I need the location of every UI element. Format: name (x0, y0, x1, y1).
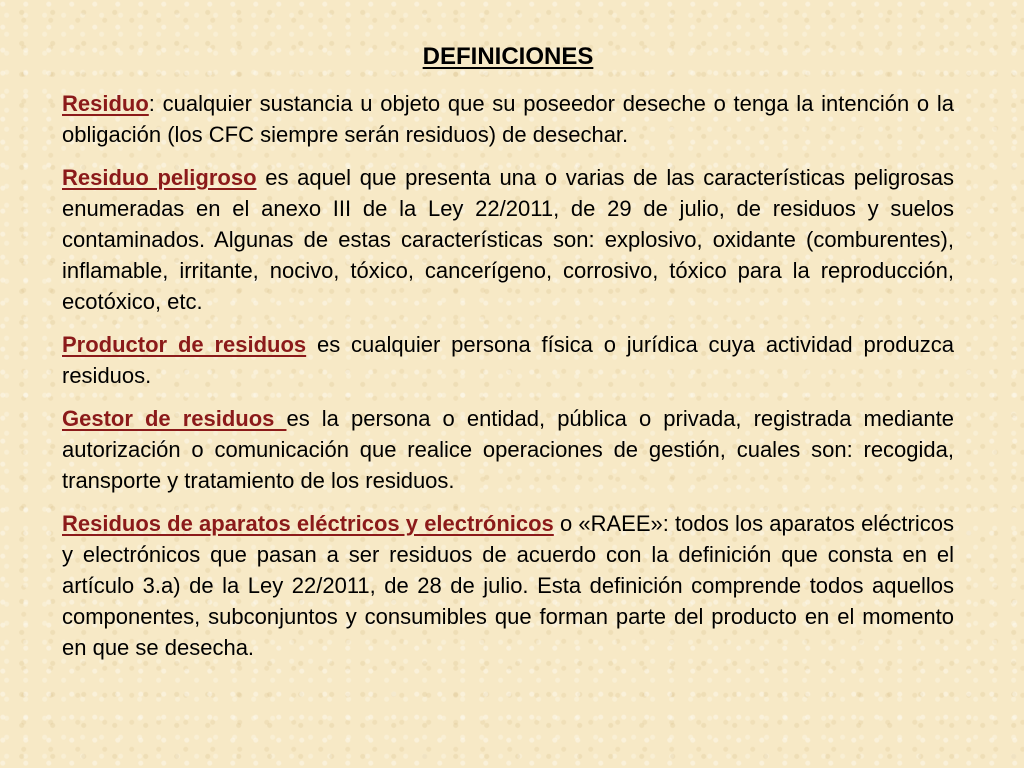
definition-gestor (62, 403, 954, 496)
term-residuo-peligroso: Residuo peligroso (62, 165, 257, 190)
definition-text-raee: o «RAEE»: todos los aparatos eléctricos y electrónicos que pasan a ser residuos de acuerdo con la definición que consta en el artículo 3.a) de la Ley 22/2011, de 28 de julio. Esta definición comprende todos aquellos componentes, subconjuntos y consumibles que forman parte del producto en el momento en que se desecha. (62, 511, 954, 660)
term-gestor: Gestor de residuos (62, 406, 287, 431)
definition-raee (62, 508, 954, 663)
definition-text-residuo: : cualquier sustancia u objeto que su poseedor deseche o tenga la intención o la obligación (los CFC siempre serán residuos) de desechar. (62, 91, 954, 147)
definitions-list (62, 88, 954, 675)
term-raee: Residuos de aparatos eléctricos y electrónicos (62, 511, 554, 536)
definition-text-residuo-peligroso: es aquel que presenta una o varias de las características peligrosas enumeradas en el anexo III de la Ley 22/2011, de 29 de julio, de residuos y suelos contaminados. Algunas de estas características son: explosivo, oxidante (comburentes), inflamable, irritante, nocivo, tóxico, cancerígeno, corrosivo, tóxico para la reproducción, ecotóxico, etc. (62, 165, 954, 314)
term-productor: Productor de residuos (62, 332, 307, 357)
definition-residuo-peligroso (62, 162, 954, 317)
definition-text-productor: es cualquier persona física o jurídica cuya actividad produzca residuos. (62, 332, 954, 388)
slide-title: DEFINICIONES (422, 43, 594, 70)
definition-productor (62, 329, 954, 391)
definition-residuo (62, 88, 954, 150)
definition-text-gestor: es la persona o entidad, pública o privada, registrada mediante autorización o comunicación que realice operaciones de gestión, cuales son: recogida, transporte y tratamiento de los residuos. (62, 406, 954, 493)
term-residuo: Residuo (62, 91, 149, 116)
